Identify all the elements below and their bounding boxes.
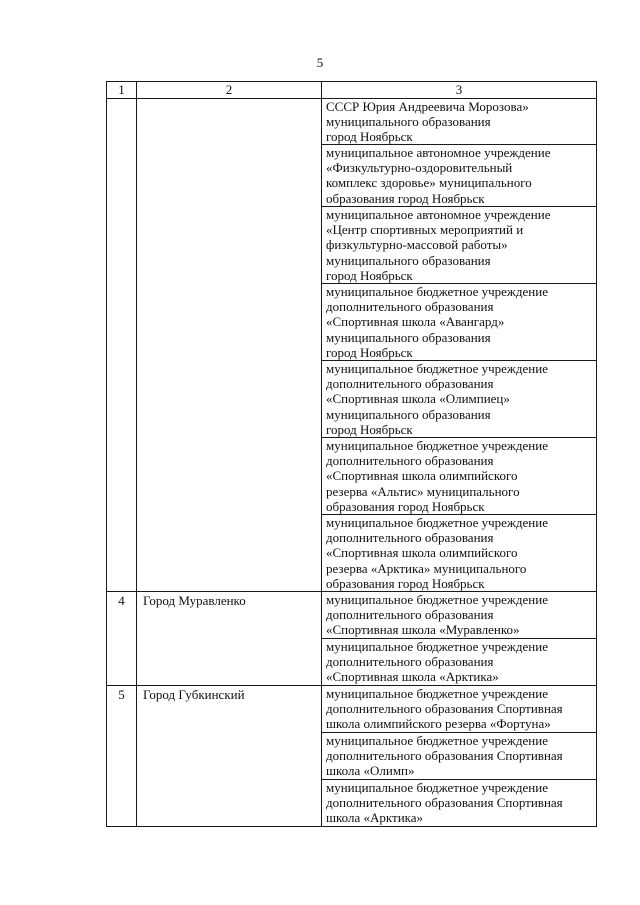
table-header-row xyxy=(107,82,597,99)
row-number xyxy=(107,99,137,592)
institution-cell: муниципальное бюджетное учреждение дополнительного образования «Спортивная школа «Муравленко» xyxy=(322,592,597,639)
institution-cell: муниципальное бюджетное учреждение дополнительного образования Спортивная школа «Арктика» xyxy=(322,780,597,827)
municipality-name: Город Муравленко xyxy=(137,592,322,686)
institution-cell: муниципальное автономное учреждение «Центр спортивных мероприятий и физкультурно-массовой работы» муниципального образования город Ноябрьск xyxy=(322,207,597,284)
institution-cell: муниципальное бюджетное учреждение дополнительного образования «Спортивная школа «Авангард» муниципального образования город Ноябрьск xyxy=(322,284,597,361)
header-col-1: 1 xyxy=(107,82,137,99)
table-row xyxy=(107,686,597,733)
row-number: 4 xyxy=(107,592,137,686)
page-number: 5 xyxy=(316,55,324,70)
header-col-3: 3 xyxy=(322,82,597,99)
institution-cell: муниципальное бюджетное учреждение дополнительного образования «Спортивная школа «Олимпиец» муниципального образования город Ноябрьск xyxy=(322,361,597,438)
table-row xyxy=(107,99,597,145)
table-row xyxy=(107,592,597,639)
institution-cell: муниципальное автономное учреждение «Физкультурно-оздоровительный комплекс здоровье» муниципального образования город Ноябрьск xyxy=(322,145,597,207)
row-number: 5 xyxy=(107,686,137,827)
municipality-name: Город Губкинский xyxy=(137,686,322,827)
institution-cell: муниципальное бюджетное учреждение дополнительного образования Спортивная школа «Олимп» xyxy=(322,733,597,780)
institution-cell: СССР Юрия Андреевича Морозова» муниципального образования город Ноябрьск xyxy=(322,99,597,145)
header-col-2: 2 xyxy=(137,82,322,99)
institution-cell: муниципальное бюджетное учреждение дополнительного образования Спортивная школа олимпийского резерва «Фортуна» xyxy=(322,686,597,733)
institution-cell: муниципальное бюджетное учреждение дополнительного образования «Спортивная школа олимпийского резерва «Арктика» муниципального образования город Ноябрьск xyxy=(322,515,597,592)
institutions-table xyxy=(106,81,597,827)
institution-cell: муниципальное бюджетное учреждение дополнительного образования «Спортивная школа «Арктика» xyxy=(322,639,597,686)
institution-cell: муниципальное бюджетное учреждение дополнительного образования «Спортивная школа олимпийского резерва «Альтис» муниципального образования город Ноябрьск xyxy=(322,438,597,515)
municipality-name xyxy=(137,99,322,592)
